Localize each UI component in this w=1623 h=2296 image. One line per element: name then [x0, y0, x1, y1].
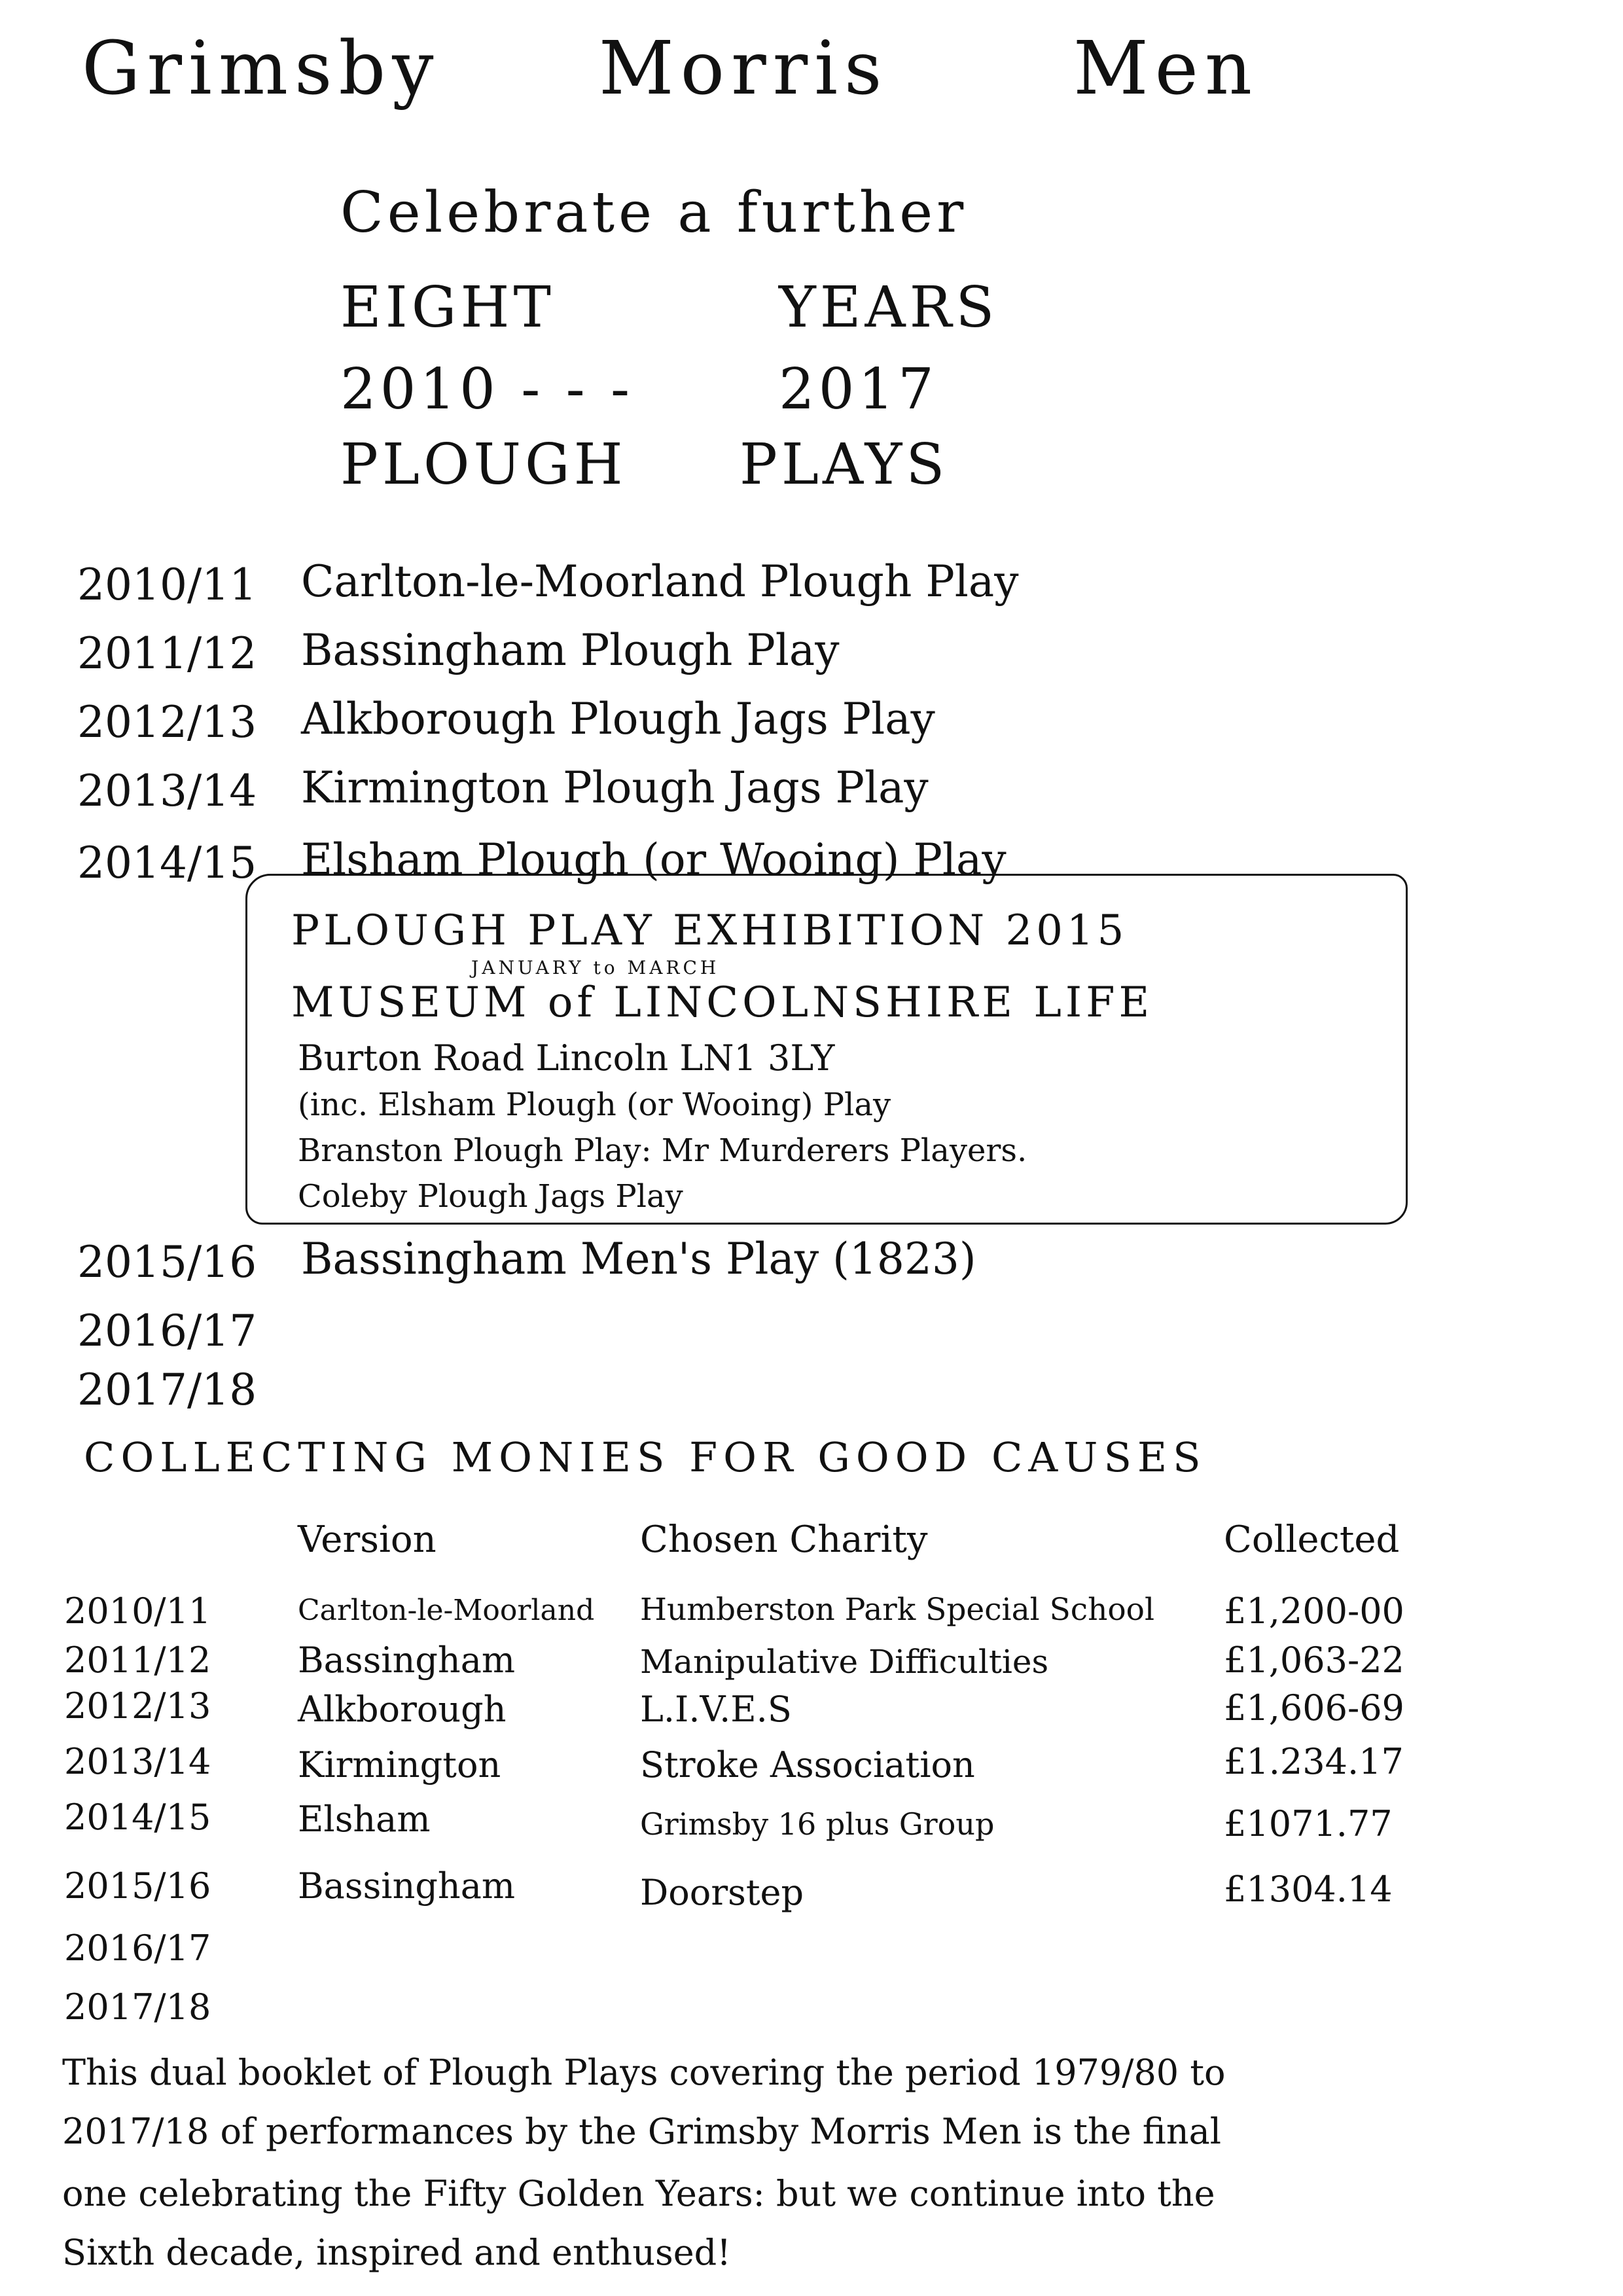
- row-charity: Manipulative Difficulties: [640, 1643, 1049, 1681]
- row-charity: Stroke Association: [640, 1744, 975, 1785]
- title-word-men: Men: [1073, 26, 1259, 111]
- subtitle-year-start: 2010 - - -: [340, 357, 634, 422]
- row-year: 2015/16: [64, 1865, 211, 1907]
- play-year: 2014/15: [77, 838, 257, 888]
- column-header-charity: Chosen Charity: [640, 1518, 928, 1561]
- play-year: 2012/13: [77, 697, 257, 747]
- row-version: Elsham: [298, 1799, 431, 1840]
- play-year: 2013/14: [77, 766, 257, 816]
- row-version: Carlton-le-Moorland: [298, 1594, 595, 1627]
- collecting-heading: COLLECTING MONIES FOR GOOD CAUSES: [84, 1433, 1207, 1481]
- exhibition-inc-2: Branston Plough Play: Mr Murderers Players.: [298, 1132, 1027, 1169]
- play-year: 2015/16: [77, 1237, 257, 1287]
- row-year: 2017/18: [64, 1986, 211, 2028]
- subtitle-plough: PLOUGH: [340, 432, 627, 497]
- play-title: Kirmington Plough Jags Play: [301, 762, 929, 813]
- play-title: Carlton-le-Moorland Plough Play: [301, 556, 1019, 607]
- title-word-grimsby: Grimsby: [82, 26, 440, 111]
- column-header-collected: Collected: [1224, 1518, 1400, 1561]
- row-charity: Humberston Park Special School: [640, 1592, 1154, 1628]
- row-year: 2013/14: [64, 1741, 211, 1782]
- row-version: Bassingham: [298, 1865, 516, 1907]
- play-title: Bassingham Plough Play: [301, 625, 840, 675]
- play-year: 2017/18: [77, 1365, 257, 1415]
- play-year: 2011/12: [77, 628, 257, 679]
- title-word-morris: Morris: [599, 26, 889, 111]
- subtitle-line-1: Celebrate a further: [340, 180, 968, 245]
- row-year: 2011/12: [64, 1640, 211, 1681]
- row-year: 2016/17: [64, 1928, 211, 1969]
- play-title: Elsham Plough (or Wooing) Play: [301, 834, 1007, 885]
- closing-line-1: This dual booklet of Plough Plays covering the period 1979/80 to: [62, 2052, 1226, 2093]
- row-collected: £1.234.17: [1224, 1741, 1404, 1782]
- row-charity: L.I.V.E.S: [640, 1689, 792, 1730]
- closing-line-2: 2017/18 of performances by the Grimsby Morris Men is the final: [62, 2111, 1222, 2152]
- row-collected: £1,063-22: [1224, 1640, 1404, 1681]
- play-year: 2016/17: [77, 1306, 257, 1356]
- subtitle-plays: PLAYS: [740, 432, 949, 497]
- play-title: Alkborough Plough Jags Play: [301, 694, 935, 744]
- exhibition-title: PLOUGH PLAY EXHIBITION 2015: [291, 906, 1128, 955]
- row-version: Kirmington: [298, 1744, 501, 1785]
- row-collected: £1304.14: [1224, 1869, 1393, 1910]
- row-version: Bassingham: [298, 1640, 516, 1681]
- exhibition-address: Burton Road Lincoln LN1 3LY: [298, 1037, 835, 1079]
- row-charity: Doorstep: [640, 1872, 804, 1913]
- closing-line-4: Sixth decade, inspired and enthused!: [62, 2232, 731, 2273]
- exhibition-inc-3: Coleby Plough Jags Play: [298, 1178, 683, 1215]
- row-year: 2010/11: [64, 1590, 211, 1632]
- row-collected: £1071.77: [1224, 1803, 1393, 1844]
- column-header-version: Version: [298, 1518, 437, 1561]
- exhibition-venue: MUSEUM of LINCOLNSHIRE LIFE: [291, 978, 1154, 1027]
- exhibition-dates: JANUARY to MARCH: [471, 957, 720, 978]
- closing-line-3: one celebrating the Fifty Golden Years: but we continue into the: [62, 2173, 1215, 2214]
- subtitle-year-end: 2017: [779, 357, 938, 422]
- subtitle-years: YEARS: [779, 275, 999, 340]
- exhibition-inc-1: (inc. Elsham Plough (or Wooing) Play: [298, 1086, 891, 1123]
- row-version: Alkborough: [298, 1689, 507, 1730]
- row-collected: £1,606-69: [1224, 1687, 1404, 1729]
- play-year: 2010/11: [77, 560, 257, 610]
- row-collected: £1,200-00: [1224, 1590, 1404, 1632]
- row-year: 2012/13: [64, 1685, 211, 1727]
- subtitle-eight: EIGHT: [340, 275, 555, 340]
- row-charity: Grimsby 16 plus Group: [640, 1806, 995, 1842]
- play-title: Bassingham Men's Play (1823): [301, 1234, 976, 1284]
- row-year: 2014/15: [64, 1797, 211, 1838]
